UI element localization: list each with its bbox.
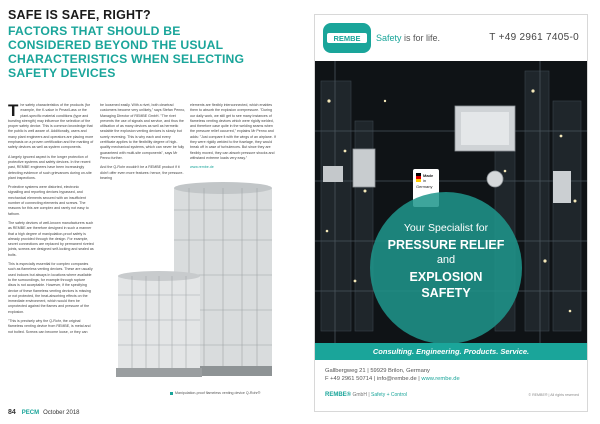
- paragraph: This is especially essential for complex companies such as flameless venting devices. These are usually used indoors but always in locations where available to the surroundings, for example through rupture discs is not acceptable. However, if the specifying device of these flameless venting devices is missing or not protected, the heat-absorbing effects on the immediate environment, which would then be unprotected against the flames and pressure of the explosion.: [8, 262, 93, 314]
- ad-page: [300, 0, 600, 424]
- consulting-banner: Consulting. Engineering. Products. Service.: [315, 343, 587, 360]
- svg-text:in: in: [423, 178, 427, 183]
- rembe-logo-icon: [323, 23, 371, 53]
- advertisement[interactable]: [314, 14, 588, 412]
- ad-headline-line: and: [436, 254, 456, 266]
- ad-tagline: Safety is for life.: [376, 33, 441, 43]
- svg-text:Germany: Germany: [416, 184, 433, 189]
- ad-headline-circle: [370, 192, 522, 343]
- magazine-name: PECM: [21, 410, 40, 416]
- article-column-1: [8, 103, 94, 403]
- paragraph: he safety characteristics of the products (for example, the K-value in Pmax/Lass or the plant-specific material conditions (type and bursting strength) may influence the selection of the proper safety device. This is common knowledge that the public is well aware of. Additionally, users and many plant engineers and operators are placing more emphasis on a proven certification and the marking of safety devices as well as system components.: [8, 103, 94, 150]
- paragraph: Protective systems were distorted, electronic signalling and reporting devices bypassed, and mechanical elements secured with an insufficient number of connecting elements and screws. The reasons for this are complex and rarely not easy to fathom.: [8, 185, 89, 216]
- paragraph: elements are flexibly interconnected, which enables them to absorb the explosion overpressure. "During our daily work, we still get to see many instances of flameless venting devices which were rigidly welded, and therefore case quite in the welding seams when the pressure relief occurred," explains Mr Penno and adds: "Just compare it with the wings of an airplane. If they were rigidly welded to the fuselage, they would break off in case of turbulences. But since they are flexibly moved, they can absorb pressure shocks and withstand extreme loads very easy.": [190, 103, 276, 160]
- ad-footer-brand: REMBE® GmbH | Safety + Control: [325, 392, 408, 398]
- paragraph: A largely ignored aspect is the longer protection of protective systems and safety devices. In the recent past, REMBE engineers have been increasingly detecting evidence of such grievances during on-site plant inspections.: [8, 154, 92, 180]
- svg-text:Made: Made: [423, 173, 434, 178]
- article-headline: SAFE IS SAFE, RIGHT?: [8, 8, 151, 22]
- ad-website-link[interactable]: www.rembe.de: [421, 376, 460, 382]
- ad-headline-line: PRESSURE RELIEF: [387, 238, 505, 252]
- svg-text:REMBE: REMBE: [333, 34, 361, 43]
- article-subheadline: FACTORS THAT SHOULD BE CONSIDERED BEYOND THE USUAL CHARACTERISTICS WHEN SELECTING SAFETY DEVICES: [8, 24, 245, 80]
- paragraph: The safety devices of well-known manufacturers such as REMBE are therefore designed in such a manner that a high degree of manipulation-proof safety is already provided through the design. For example, secret connections are replaced by permanent riveted joints, screws are designed self-locking and sealed as bolts.: [8, 220, 94, 257]
- photo-caption: Manipulation-proof flameless venting device Q-Rohr®: [170, 391, 260, 395]
- ad-address: Gallbergweg 21 | 59929 Brilon, Germany F +49 2961 50714 | info@rembe.de | www.rembe.de: [325, 368, 460, 382]
- ad-headline-line: Your Specialist for: [403, 222, 489, 234]
- paragraph: And the Q-Rohr wouldn't be a REMBE product if it didn't offer even more features: hence, the pressure-bearing: [100, 165, 184, 180]
- article-link[interactable]: www.rembe.de: [190, 165, 214, 170]
- ad-headline-line: SAFETY: [421, 286, 471, 300]
- dropcap: T: [8, 103, 19, 120]
- ad-phone: T +49 2961 7405-0: [489, 32, 579, 43]
- ad-header: [315, 15, 587, 61]
- page-number: 84: [8, 409, 16, 416]
- ad-copyright: © REMBE® | All rights reserved: [528, 393, 579, 397]
- article-column-3: [190, 103, 278, 183]
- paragraph: "This is precisely why the Q-Rohr, the original flameless venting device from REMBE, is metal and not bolted. Screws can become loose, or they can: [8, 318, 91, 334]
- caption-marker-icon: [170, 392, 173, 395]
- issue-date: October 2018: [43, 410, 80, 416]
- ad-headline-line: EXPLOSION: [409, 270, 483, 284]
- industrial-plant-photo: [315, 61, 587, 343]
- paragraph: be loosened easily. With a rivet, both cleartrad customers become very unlikely," says Stefan Penno, Managing Director of REMBE GmbH. "The rivet prevents the use of signals and service, and thus the utilisation of as many devices as well as hermetic sealable the explosion venting devices is slowly but surely reversing. This is why each and every certificate applies to the flexibility degree of high-quality mechanical systems, which can never be fully guaranteed with multi-site components", says Mr Penno further.: [100, 103, 186, 160]
- q-rohr-product-photo: [104, 180, 292, 386]
- page-footer: [8, 409, 80, 416]
